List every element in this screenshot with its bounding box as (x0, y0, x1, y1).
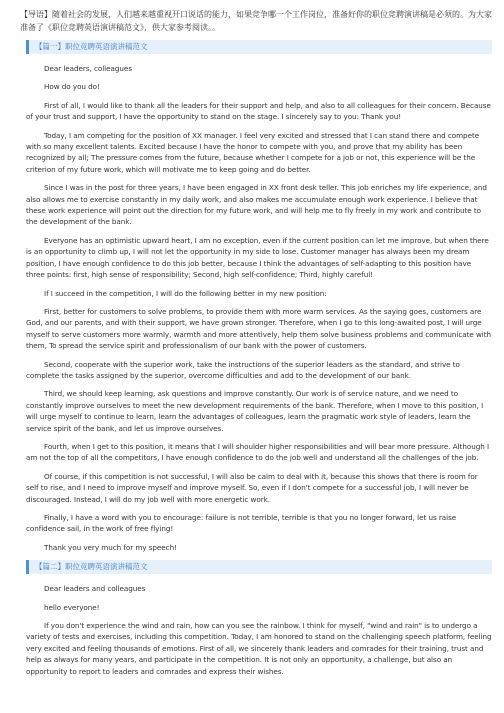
paragraph: If you don't experience the wind and rain, how can you see the rainbow. I think for myself, "wind and rain" is to undergo a variety of tests and exercises, including this competition. Today, I am honored to stand on the challenging speech platform, feeling very excited and feeling thousands of emotions. First of all, we sincerely thank leaders and comrades for their training, trust and help as always for many years, and participate in the competition. It is not only an opportunity, a challenge, but also an opportunity to report to leaders and comrades and express their wishes. (26, 621, 492, 676)
paragraph: How do you do! (44, 82, 100, 92)
paragraph: Of course, if this competition is not successful, I will also be calm to deal with it, because this shows that there is room for self to rise, and I need to improve myself and improve myself. So, even if I don't compete for a successful job, I will never be discouraged. Instead, I will do my job well with more energetic work. (26, 471, 478, 504)
paragraph: If I succeed in the competition, I will do the following better in my new position: (44, 288, 327, 298)
paragraph: First, better for customers to solve problems, to provide them with more warm services. As the saying goes, customers are God, and our parents, and with their support, we have grown stronger. Therefore, when I go to this long-awaited post, I will urge myself to serve customers more warmly, warmth and more attentively, help them solve business problems and communicate with them, To spread the service spirit and professionalism of our bank with the power of customers. (26, 306, 492, 351)
paragraph: First of all, I would like to thank all the leaders for their support and help, and also to all colleagues for their concern. Because of your trust and support, I have the opportunity to stand on the stage. I sincerely say to you: Thank you! (26, 100, 491, 122)
paragraph: Everyone has an optimistic upward heart, I am no exception, even if the current position can let me improve, but when there is an opportunity to climb up, I will not let the opportunity in my side to lose. Customer manager has always been my dream position, I have enough confidence to do this job better, because I think the advantages of self-adapting to this position have three points: first, high sense of responsibility; Second, high self-confidence; Third, highly careful! (26, 235, 489, 280)
paragraph: Second, cooperate with the superior work, take the instructions of the superior leaders as the standard, and strive to complete the tasks assigned by the superior, overcome difficulties and add to the development of our bank. (26, 359, 460, 380)
paragraph: Thank you very much for my speech! (44, 542, 177, 552)
paragraph: Since I was in the post for three years, I have been engaged in XX front desk teller. This job enriches my life experience, and also allows me to exercise constantly in my daily work, and also makes me accumulate enough work experience. I believe that these work experience will point out the direction for my future work, and will help me to fly freely in my work and contribute to the development of the bank. (26, 183, 487, 227)
paragraph: Today, I am competing for the position of XX manager. I feel very excited and stressed that I can stand there and compete with so many excellent talents. Excited because I have the honor to compete with you, and prove that my ability has been recognized by all; The pressure comes from the future, because whether I compete for a job or not, this experience will be the criterion of my future work, which will motivate me to keep going and do better. (26, 130, 480, 174)
intro-text: 【导语】随着社会的发展，人们越来越重视开口说话的能力，如果竞争哪一个工作岗位，准备好你的职位竞聘演讲稿是必须的。为大家准备了《职位竞聘英语演讲稿范文》，供大家参考阅读。。 (20, 10, 492, 32)
paragraph: Dear leaders and colleagues (44, 584, 146, 594)
paragraph: hello everyone! (44, 602, 100, 612)
paragraph: Dear leaders, colleagues (44, 64, 132, 73)
paragraph: Fourth, when I get to this position, it means that I will shoulder higher responsibilities and will bear more pressure. Although I am not the top of all the competitors, I have enough confidence to do the job well and understand all the challenges of the job. (26, 441, 490, 463)
section-title: 【篇一】职位竞聘英语演讲稿范文 (26, 40, 492, 54)
paragraph: Finally, I have a word with you to encourage: failure is not terrible, terrible is that you no longer forward, let us raise confidence sail, in the work of free flying! (26, 513, 457, 534)
paragraph: Third, we should keep learning, ask questions and improve constantly. Our work is of service nature, and we need to constantly improve ourselves to meet the new development requirements of the bank. Therefore, when I move to this position, I will urge myself to continue to learn, learn the advantages of colleagues, learn the pragmatic work style of leaders, learn the service spirit of the bank, and let us improve ourselves. (26, 389, 484, 433)
section-title: 【篇二】职位竞聘英语演讲稿范文 (26, 560, 492, 574)
